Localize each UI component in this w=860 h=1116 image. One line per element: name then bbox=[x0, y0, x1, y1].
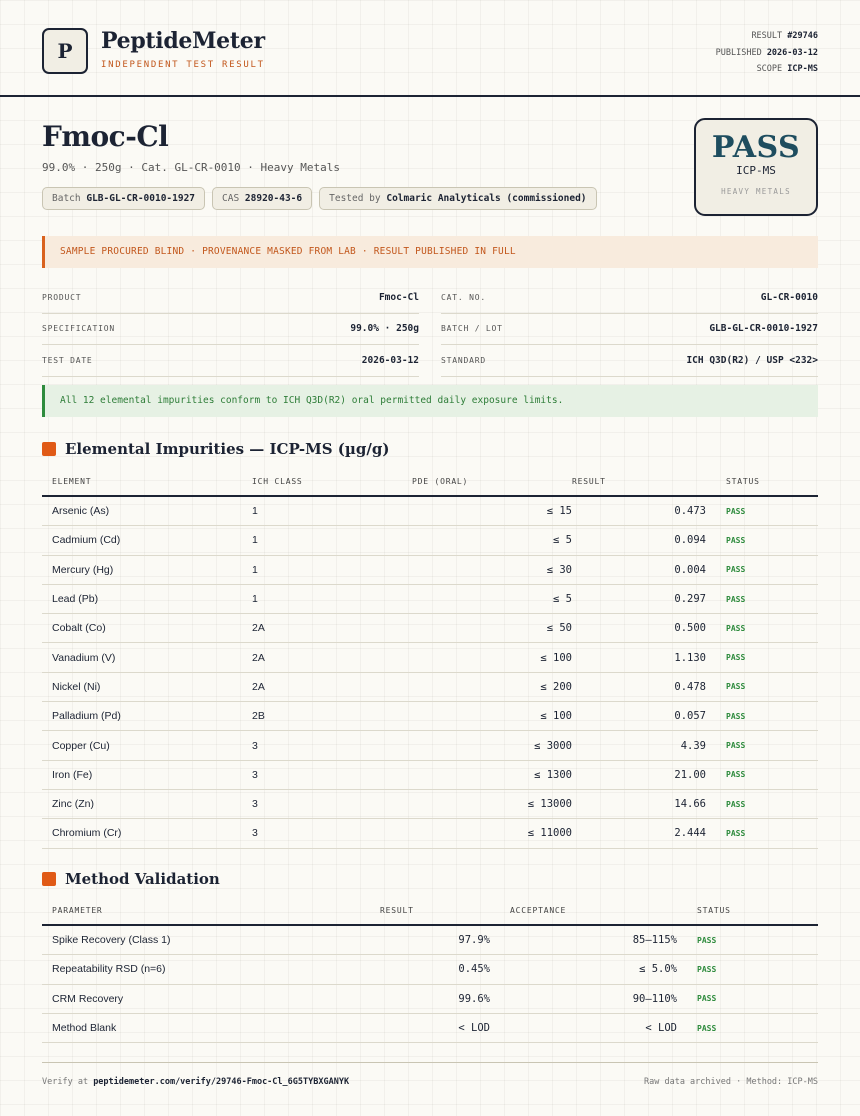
stamp-verdict: PASS bbox=[711, 130, 801, 165]
info-row bbox=[441, 314, 818, 346]
element-name: Cadmium (Cd) bbox=[42, 526, 252, 555]
published-date: PUBLISHED 2026-03-12 bbox=[715, 47, 818, 58]
status-badge: PASS bbox=[677, 1013, 818, 1042]
status-badge: PASS bbox=[706, 702, 818, 731]
info-label: STANDARD bbox=[441, 355, 486, 365]
element-name: Vanadium (V) bbox=[42, 643, 252, 672]
acceptance-range: ≤ 5.0% bbox=[490, 955, 677, 984]
cas-chip: CAS 28920-43-6 bbox=[212, 187, 312, 210]
brand-tagline: INDEPENDENT TEST RESULT bbox=[101, 60, 265, 70]
status-badge: PASS bbox=[706, 496, 818, 526]
element-name: Copper (Cu) bbox=[42, 731, 252, 760]
impurities-title: Elemental Impurities — ICP-MS (µg/g) bbox=[65, 440, 390, 458]
ich-class: 2B bbox=[252, 702, 412, 731]
table-row bbox=[42, 760, 818, 789]
pde-limit: ≤ 3000 bbox=[412, 731, 572, 760]
status-badge: PASS bbox=[677, 984, 818, 1013]
section-marker-icon bbox=[42, 872, 56, 886]
status-badge: PASS bbox=[706, 643, 818, 672]
element-name: Nickel (Ni) bbox=[42, 672, 252, 701]
table-row bbox=[42, 643, 818, 672]
table-row bbox=[42, 789, 818, 818]
status-badge: PASS bbox=[677, 925, 818, 955]
ich-class: 2A bbox=[252, 672, 412, 701]
acceptance-range: < LOD bbox=[490, 1013, 677, 1042]
pde-limit: ≤ 1300 bbox=[412, 760, 572, 789]
result-value: 97.9% bbox=[320, 925, 490, 955]
pde-limit: ≤ 5 bbox=[412, 526, 572, 555]
blind-procurement-notice: SAMPLE PROCURED BLIND · PROVENANCE MASKED FROM LAB · RESULT PUBLISHED IN FULL bbox=[42, 236, 818, 268]
info-row bbox=[441, 345, 818, 377]
section-marker-icon bbox=[42, 442, 56, 456]
element-name: Arsenic (As) bbox=[42, 496, 252, 526]
acceptance-range: 90–110% bbox=[490, 984, 677, 1013]
status-badge: PASS bbox=[706, 789, 818, 818]
product-title: Fmoc-Cl bbox=[42, 120, 169, 153]
footer-divider bbox=[42, 1062, 818, 1063]
result-value: 0.297 bbox=[572, 584, 706, 613]
table-row bbox=[42, 672, 818, 701]
table-row bbox=[42, 819, 818, 848]
product-subtitle: 99.0% · 250g · Cat. GL-CR-0010 · Heavy Metals bbox=[42, 161, 341, 174]
result-value: 0.473 bbox=[572, 496, 706, 526]
info-value: ICH Q3D(R2) / USP <232> bbox=[686, 354, 818, 366]
col-header: PDE (ORAL) bbox=[412, 467, 572, 496]
table-row bbox=[42, 1013, 818, 1042]
result-value: 4.39 bbox=[572, 731, 706, 760]
col-header: RESULT bbox=[572, 467, 706, 496]
col-header: ICH CLASS bbox=[252, 467, 412, 496]
pde-limit: ≤ 100 bbox=[412, 702, 572, 731]
pde-limit: ≤ 11000 bbox=[412, 819, 572, 848]
col-header: RESULT bbox=[320, 896, 490, 925]
parameter-name: Repeatability RSD (n=6) bbox=[42, 955, 320, 984]
ich-class: 1 bbox=[252, 555, 412, 584]
element-name: Mercury (Hg) bbox=[42, 555, 252, 584]
impurities-heading bbox=[42, 440, 389, 458]
col-header: STATUS bbox=[677, 896, 818, 925]
table-row bbox=[42, 496, 818, 526]
archive-note: Raw data archived · Method: ICP-MS bbox=[644, 1077, 818, 1087]
result-value: 0.478 bbox=[572, 672, 706, 701]
info-grid-right bbox=[441, 282, 818, 377]
status-badge: PASS bbox=[706, 614, 818, 643]
info-row bbox=[42, 345, 419, 377]
result-value: 14.66 bbox=[572, 789, 706, 818]
table-row bbox=[42, 984, 818, 1013]
result-value: 99.6% bbox=[320, 984, 490, 1013]
table-header-row bbox=[42, 467, 818, 496]
status-badge: PASS bbox=[706, 672, 818, 701]
validation-title: Method Validation bbox=[65, 870, 220, 888]
info-row bbox=[441, 282, 818, 314]
col-header: ACCEPTANCE bbox=[490, 896, 677, 925]
brand-name: PeptideMeter bbox=[101, 28, 265, 54]
parameter-name: CRM Recovery bbox=[42, 984, 320, 1013]
result-value: 1.130 bbox=[572, 643, 706, 672]
table-row bbox=[42, 925, 818, 955]
col-header: STATUS bbox=[706, 467, 818, 496]
info-row bbox=[42, 314, 419, 346]
status-badge: PASS bbox=[706, 731, 818, 760]
element-name: Iron (Fe) bbox=[42, 760, 252, 789]
info-label: CAT. NO. bbox=[441, 292, 486, 302]
tested-by-chip: Tested by Colmaric Analyticals (commissioned) bbox=[319, 187, 596, 210]
ich-class: 3 bbox=[252, 760, 412, 789]
status-badge: PASS bbox=[706, 584, 818, 613]
info-value: 99.0% · 250g bbox=[350, 323, 419, 335]
result-number: RESULT #29746 bbox=[751, 31, 818, 41]
info-label: TEST DATE bbox=[42, 355, 93, 365]
result-meta bbox=[716, 28, 818, 78]
brand-logo: P bbox=[42, 28, 88, 74]
ich-class: 3 bbox=[252, 789, 412, 818]
ich-class: 1 bbox=[252, 584, 412, 613]
product-chips bbox=[42, 187, 597, 210]
status-badge: PASS bbox=[706, 819, 818, 848]
info-value: 2026-03-12 bbox=[361, 354, 419, 366]
result-value: 21.00 bbox=[572, 760, 706, 789]
status-badge: PASS bbox=[706, 526, 818, 555]
col-header: ELEMENT bbox=[42, 467, 252, 496]
pde-limit: ≤ 5 bbox=[412, 584, 572, 613]
parameter-name: Spike Recovery (Class 1) bbox=[42, 925, 320, 955]
validation-table bbox=[42, 896, 818, 1043]
info-value: Fmoc-Cl bbox=[378, 291, 419, 303]
info-grid-left bbox=[42, 282, 419, 377]
result-value: 0.057 bbox=[572, 702, 706, 731]
pde-limit: ≤ 200 bbox=[412, 672, 572, 701]
table-row bbox=[42, 614, 818, 643]
ich-class: 1 bbox=[252, 526, 412, 555]
status-badge: PASS bbox=[677, 955, 818, 984]
verify-text: Verify at peptidemeter.com/verify/29746-Fmoc-Cl_6G5TYBXGANYK bbox=[42, 1077, 350, 1087]
ich-class: 3 bbox=[252, 819, 412, 848]
table-row bbox=[42, 584, 818, 613]
element-name: Zinc (Zn) bbox=[42, 789, 252, 818]
report-header bbox=[0, 0, 860, 97]
table-row bbox=[42, 955, 818, 984]
ich-class: 3 bbox=[252, 731, 412, 760]
element-name: Chromium (Cr) bbox=[42, 819, 252, 848]
info-row bbox=[42, 282, 419, 314]
ich-class: 1 bbox=[252, 496, 412, 526]
pass-stamp bbox=[694, 118, 818, 216]
pde-limit: ≤ 30 bbox=[412, 555, 572, 584]
result-value: 0.45% bbox=[320, 955, 490, 984]
status-badge: PASS bbox=[706, 555, 818, 584]
pde-limit: ≤ 50 bbox=[412, 614, 572, 643]
table-row bbox=[42, 731, 818, 760]
result-value: 0.094 bbox=[572, 526, 706, 555]
stamp-category: HEAVY METALS bbox=[721, 187, 791, 196]
element-name: Lead (Pb) bbox=[42, 584, 252, 613]
table-header-row bbox=[42, 896, 818, 925]
table-row bbox=[42, 702, 818, 731]
info-value: GLB-GL-CR-0010-1927 bbox=[709, 323, 818, 335]
ich-class: 2A bbox=[252, 643, 412, 672]
parameter-name: Method Blank bbox=[42, 1013, 320, 1042]
status-badge: PASS bbox=[706, 760, 818, 789]
verify-link[interactable]: peptidemeter.com/verify/29746-Fmoc-Cl_6G5TYBXGANYK bbox=[93, 1077, 350, 1087]
impurities-table bbox=[42, 467, 818, 849]
info-label: BATCH / LOT bbox=[441, 324, 503, 334]
conformance-banner: All 12 elemental impurities conform to ICH Q3D(R2) oral permitted daily exposure limits. bbox=[42, 385, 818, 417]
table-row bbox=[42, 555, 818, 584]
result-value: < LOD bbox=[320, 1013, 490, 1042]
element-name: Cobalt (Co) bbox=[42, 614, 252, 643]
batch-chip: Batch GLB-GL-CR-0010-1927 bbox=[42, 187, 205, 210]
element-name: Palladium (Pd) bbox=[42, 702, 252, 731]
result-value: 0.500 bbox=[572, 614, 706, 643]
result-value: 0.004 bbox=[572, 555, 706, 584]
info-value: GL-CR-0010 bbox=[760, 291, 818, 303]
col-header: PARAMETER bbox=[42, 896, 320, 925]
scope: SCOPE ICP-MS bbox=[756, 64, 818, 74]
table-row bbox=[42, 526, 818, 555]
acceptance-range: 85–115% bbox=[490, 925, 677, 955]
stamp-method: ICP-MS bbox=[736, 164, 776, 177]
validation-heading bbox=[42, 870, 220, 888]
pde-limit: ≤ 15 bbox=[412, 496, 572, 526]
info-label: PRODUCT bbox=[42, 292, 82, 302]
result-value: 2.444 bbox=[572, 819, 706, 848]
pde-limit: ≤ 100 bbox=[412, 643, 572, 672]
pde-limit: ≤ 13000 bbox=[412, 789, 572, 818]
info-label: SPECIFICATION bbox=[42, 324, 116, 334]
ich-class: 2A bbox=[252, 614, 412, 643]
